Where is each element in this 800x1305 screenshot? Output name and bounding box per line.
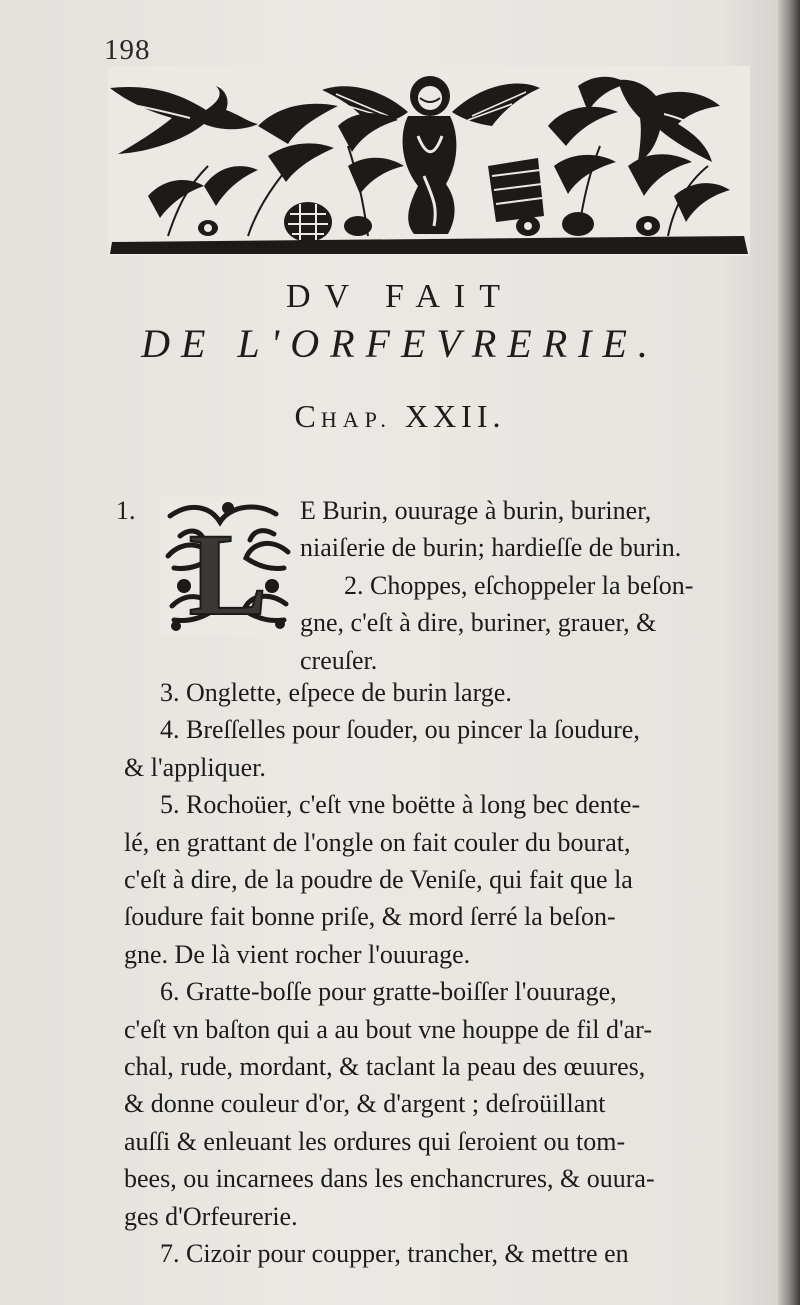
entry-7-line-1: 7. Cizoir pour coupper, trancher, & mettre en bbox=[160, 1239, 629, 1269]
entry-6-line-6: bees, ou incarnees dans les enchancrures, & ouura- bbox=[124, 1164, 655, 1194]
entry-6 bbox=[124, 973, 764, 1235]
entry-5-line-1: 5. Rochoüer, c'eſt vne boëtte à long bec dente- bbox=[160, 790, 641, 820]
entry-7 bbox=[124, 1235, 764, 1272]
title-line-1: DV FAIT bbox=[285, 278, 515, 315]
body-text bbox=[116, 492, 764, 1273]
entry-1-line-1: E Burin, ouurage à burin, buriner, bbox=[300, 496, 652, 525]
page-spine-shadow bbox=[778, 0, 800, 1305]
entry-5-line-4: ſoudure fait bonne priſe, & mord ſerré la beſon- bbox=[124, 902, 616, 932]
page-number: 198 bbox=[104, 34, 151, 66]
entry-6-line-2: c'eſt vn baſton qui a au bout vne houppe de fil d'ar- bbox=[124, 1014, 652, 1044]
entry-3-line-1: 3. Onglette, eſpece de burin large. bbox=[160, 678, 512, 707]
title-line-2: DE L'ORFEVRERIE. bbox=[141, 321, 659, 366]
woodcut-headpiece-ornament bbox=[108, 66, 750, 256]
entry-2-line-1: 2. Choppes, eſchoppeler la beſon- bbox=[344, 570, 694, 600]
entry-1-text bbox=[300, 492, 764, 679]
chapter-prefix-rest: HAP. bbox=[320, 407, 392, 432]
chapter-prefix-initial: C bbox=[294, 398, 321, 434]
entry-1-line-2: niaiſerie de burin; hardieſſe de burin. bbox=[300, 533, 682, 563]
entry-1-number: 1. bbox=[116, 496, 136, 525]
entry-6-line-5: auſſi & enleuant les ordures qui ſeroient ou tom- bbox=[124, 1126, 626, 1156]
chapter-heading bbox=[0, 398, 800, 435]
entry-6-line-7: ges d'Orfeurerie. bbox=[124, 1201, 298, 1231]
entry-4 bbox=[124, 711, 764, 786]
entry-3 bbox=[124, 674, 764, 711]
entry-4-line-1: 4. Breſſelles pour ſouder, ou pincer la ſoudure, bbox=[160, 715, 640, 745]
entry-6-line-3: chal, rude, mordant, & taclant la peau des œuures, bbox=[124, 1052, 646, 1082]
entry-6-line-4: & donne couleur d'or, & d'argent ; deſroüillant bbox=[124, 1089, 606, 1119]
dropcap-letter: L bbox=[188, 509, 268, 636]
entry-5-line-2: lé, en grattant de l'ongle on fait couler du bourat, bbox=[124, 827, 631, 857]
entry-5-line-5: gne. De là vient rocher l'ouurage. bbox=[124, 939, 471, 969]
decorated-initial-l bbox=[160, 496, 296, 636]
entry-2-line-3: creuſer. bbox=[300, 645, 378, 675]
entry-2-line-2: gne, c'eſt à dire, buriner, grauer, & bbox=[300, 608, 657, 638]
entry-5 bbox=[124, 786, 764, 973]
chapter-number: XXII. bbox=[404, 398, 506, 434]
entry-5-line-3: c'eſt à dire, de la poudre de Veniſe, qui fait que la bbox=[124, 865, 633, 895]
entry-4-line-2: & l'appliquer. bbox=[124, 752, 266, 782]
entry-6-line-1: 6. Gratte-boſſe pour gratte-boiſſer l'ouurage, bbox=[160, 977, 617, 1007]
entry-1 bbox=[116, 492, 764, 675]
